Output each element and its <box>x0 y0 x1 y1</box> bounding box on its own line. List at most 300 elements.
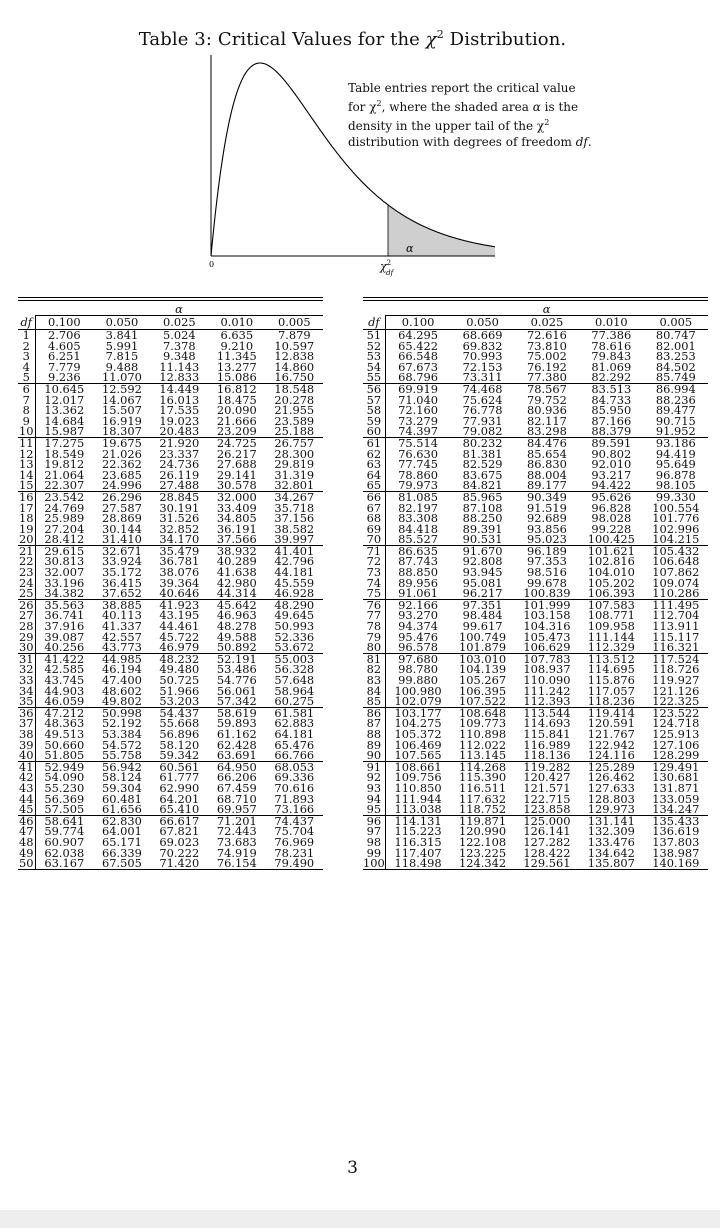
critical-value-cell: 111.944 <box>394 791 442 806</box>
critical-value-cell: 111.495 <box>644 599 708 610</box>
df-cell: 65 <box>363 480 385 491</box>
df-cell: 73 <box>363 567 385 578</box>
critical-value-cell: 6.635 <box>220 328 254 342</box>
critical-value-cell: 12.833 <box>159 370 200 385</box>
df-cell: 21 <box>19 543 34 558</box>
critical-values-table-df-1-50 <box>18 301 323 870</box>
critical-value-cell: 80.936 <box>527 403 567 418</box>
df-cell: 24 <box>19 575 34 590</box>
df-cell: 13 <box>19 457 34 472</box>
critical-value-cell: 54.090 <box>44 770 85 785</box>
critical-value-cell: 95.476 <box>398 629 438 644</box>
critical-value-cell: 93.270 <box>398 608 438 623</box>
df-cell: 44 <box>19 791 34 806</box>
critical-value-cell: 35.563 <box>35 599 93 610</box>
critical-value-cell: 12.017 <box>44 392 85 407</box>
df-cell: 1 <box>18 330 35 341</box>
critical-value-cell: 79.843 <box>591 349 632 364</box>
critical-value-cell: 112.393 <box>523 694 571 709</box>
critical-value-cell: 113.911 <box>652 619 700 634</box>
critical-value-cell: 92.808 <box>462 554 503 569</box>
df-cell: 68 <box>363 513 385 524</box>
critical-value-cell: 120.427 <box>523 770 571 785</box>
critical-value-cell: 88.236 <box>655 392 696 407</box>
note-line-2-end: is the <box>540 100 579 114</box>
critical-value-cell: 14.860 <box>274 359 315 374</box>
df-cell: 26 <box>19 597 34 612</box>
critical-value-cell: 118.136 <box>523 748 571 763</box>
df-cell: 10 <box>19 424 34 439</box>
df-cell: 82 <box>363 664 385 675</box>
df-cell: 14 <box>19 467 34 482</box>
critical-value-cell: 15.987 <box>44 424 85 439</box>
critical-value-cell: 102.996 <box>652 521 700 536</box>
df-cell: 95 <box>363 804 385 815</box>
df-cell: 5 <box>18 372 35 383</box>
df-cell: 86 <box>363 707 385 718</box>
df-cell: 27 <box>19 608 34 623</box>
critical-value-cell: 13.362 <box>44 403 85 418</box>
critical-value-cell: 38.076 <box>159 565 200 580</box>
critical-value-cell: 128.422 <box>523 845 571 860</box>
critical-value-cell: 88.004 <box>527 467 567 482</box>
critical-value-cell: 42.585 <box>44 662 85 677</box>
critical-value-cell: 46.194 <box>101 662 142 677</box>
page-number: 3 <box>347 1158 358 1178</box>
critical-value-cell: 64.201 <box>159 791 200 806</box>
critical-value-cell: 51.966 <box>159 683 200 698</box>
critical-value-cell: 123.225 <box>458 845 507 860</box>
df-cell: 79 <box>363 632 385 643</box>
table-title <box>0 28 705 50</box>
critical-value-cell: 83.513 <box>579 383 643 394</box>
alpha-0100-header: 0.100 <box>385 316 450 330</box>
critical-value-cell: 56.369 <box>44 791 85 806</box>
critical-value-cell: 89.956 <box>398 575 438 590</box>
critical-value-cell: 125.913 <box>652 726 700 741</box>
critical-value-cell: 78.231 <box>274 845 315 860</box>
critical-value-cell: 118.752 <box>458 802 507 817</box>
df-cell: 70 <box>363 534 385 545</box>
critical-value-cell: 108.771 <box>587 608 635 623</box>
critical-value-cell: 34.382 <box>44 586 85 601</box>
critical-value-cell: 29.615 <box>35 545 93 556</box>
critical-value-cell: 104.316 <box>523 619 571 634</box>
critical-value-cell: 56.942 <box>93 761 150 772</box>
note-line-4-pre: distribution with degrees of freedom <box>348 135 576 149</box>
critical-value-cell: 40.646 <box>159 586 200 601</box>
upper-tail-shaded-area <box>388 205 495 256</box>
critical-value-cell: 90.349 <box>515 491 579 502</box>
critical-value-cell: 119.414 <box>579 707 643 718</box>
critical-value-cell: 78.860 <box>398 467 438 482</box>
critical-value-cell: 119.927 <box>652 673 700 687</box>
critical-value-cell: 111.144 <box>587 629 635 644</box>
df-cell: 30 <box>19 640 34 655</box>
critical-value-cell: 23.337 <box>159 446 200 461</box>
critical-value-cell: 121.767 <box>587 726 635 741</box>
note-line-2-post: , where the shaded area <box>381 100 533 114</box>
df-cell: 71 <box>363 545 385 556</box>
critical-value-cell: 100.749 <box>458 629 507 644</box>
critical-value-cell: 55.230 <box>44 780 85 795</box>
critical-value-cell: 17.535 <box>159 403 200 418</box>
df-cell: 96 <box>363 815 385 826</box>
critical-value-cell: 112.704 <box>652 608 700 623</box>
critical-value-cell: 56.061 <box>216 683 257 698</box>
critical-value-cell: 79.752 <box>527 392 567 407</box>
critical-value-cell: 122.108 <box>458 834 507 849</box>
critical-value-cell: 76.630 <box>398 446 438 461</box>
df-cell: 56 <box>363 383 385 394</box>
note-line-3-pre: density in the upper tail of the χ <box>348 119 545 133</box>
critical-value-cell: 122.325 <box>652 694 700 709</box>
critical-value-cell: 127.106 <box>652 737 700 752</box>
critical-value-cell: 38.582 <box>274 521 315 536</box>
critical-value-cell: 124.116 <box>587 748 635 763</box>
critical-value-cell: 115.223 <box>394 824 442 839</box>
critical-value-cell: 106.393 <box>587 586 635 601</box>
critical-value-cell: 62.990 <box>159 780 200 795</box>
df-cell: 7 <box>18 395 35 406</box>
critical-value-cell: 131.871 <box>652 780 700 795</box>
critical-value-cell: 16.919 <box>101 413 142 428</box>
critical-value-cell: 37.566 <box>216 532 257 547</box>
critical-value-cell: 131.141 <box>579 815 643 826</box>
critical-value-cell: 104.275 <box>394 716 442 731</box>
critical-value-cell: 94.419 <box>655 446 696 461</box>
critical-value-cell: 133.059 <box>652 791 700 806</box>
critical-value-cell: 83.308 <box>398 511 438 526</box>
critical-value-cell: 40.256 <box>44 640 85 655</box>
df-cell: 36 <box>19 705 34 720</box>
df-cell: 25 <box>19 586 34 601</box>
critical-value-cell: 121.571 <box>523 780 571 795</box>
critical-value-cell: 67.459 <box>216 780 257 795</box>
critical-value-cell: 81.381 <box>462 446 503 461</box>
critical-value-cell: 118.726 <box>652 662 700 677</box>
critical-value-cell: 41.401 <box>266 545 323 556</box>
critical-value-cell: 127.282 <box>523 834 571 849</box>
critical-value-cell: 106.469 <box>394 737 442 752</box>
critical-value-cell: 30.578 <box>216 478 257 493</box>
critical-value-cell: 108.937 <box>523 662 571 677</box>
critical-value-cell: 25.989 <box>44 511 85 526</box>
critical-value-cell: 74.468 <box>450 383 514 394</box>
critical-value-cell: 113.512 <box>579 653 643 664</box>
df-column-header: df <box>18 316 35 330</box>
critical-value-cell: 70.222 <box>159 845 200 860</box>
critical-value-cell: 13.277 <box>216 359 257 374</box>
critical-value-cell: 53.203 <box>159 694 200 709</box>
critical-value-cell: 11.070 <box>101 370 142 385</box>
critical-value-cell: 42.557 <box>101 629 142 644</box>
critical-value-cell: 126.141 <box>523 824 571 839</box>
df-cell: 18 <box>19 511 34 526</box>
table-body-left <box>18 330 323 870</box>
critical-value-cell: 110.850 <box>394 780 442 795</box>
critical-value-cell: 48.290 <box>266 599 323 610</box>
critical-value-cell: 32.671 <box>93 545 150 556</box>
critical-value-cell: 73.311 <box>462 370 503 385</box>
critical-value-cell: 102.816 <box>587 554 635 569</box>
critical-value-cell: 98.516 <box>527 565 567 580</box>
df-cell: 92 <box>363 772 385 783</box>
critical-value-cell: 79.082 <box>462 424 503 439</box>
df-cell: 11 <box>19 435 34 450</box>
critical-value-cell: 94.374 <box>398 619 438 634</box>
critical-value-cell: 105.432 <box>644 545 708 556</box>
critical-value-cell: 66.339 <box>101 845 142 860</box>
critical-value-cell: 20.090 <box>216 403 257 418</box>
title-prefix: Table 3: Critical Values for the <box>138 29 426 50</box>
critical-value-cell: 109.756 <box>394 770 442 785</box>
critical-value-cell: 116.321 <box>652 640 700 655</box>
critical-value-cell: 93.186 <box>644 437 708 448</box>
critical-value-cell: 77.386 <box>591 328 632 342</box>
critical-value-cell: 73.810 <box>527 338 567 353</box>
critical-value-cell: 83.298 <box>527 424 567 439</box>
critical-value-cell: 34.267 <box>266 491 323 502</box>
critical-value-cell: 18.548 <box>266 383 323 394</box>
critical-value-cell: 17.275 <box>35 437 93 448</box>
critical-value-cell: 35.718 <box>274 500 315 515</box>
critical-value-cell: 116.511 <box>458 780 507 795</box>
critical-value-cell: 24.725 <box>208 437 265 448</box>
critical-value-cell: 103.158 <box>523 608 571 623</box>
critical-value-cell: 47.400 <box>101 673 142 687</box>
critical-value-cell: 12.592 <box>93 383 150 394</box>
critical-value-cell: 23.209 <box>216 424 257 439</box>
title-chi-symbol: χ <box>425 29 437 50</box>
df-cell: 2 <box>18 341 35 352</box>
critical-value-cell: 16.750 <box>274 370 315 385</box>
critical-value-cell: 70.993 <box>462 349 503 364</box>
critical-value-cell: 109.958 <box>587 619 635 634</box>
critical-value-cell: 76.192 <box>527 359 567 374</box>
critical-values-table-df-51-100 <box>363 301 708 870</box>
critical-value-cell: 68.710 <box>216 791 257 806</box>
critical-value-cell: 91.952 <box>655 424 696 439</box>
alpha-header-row <box>18 301 323 316</box>
critical-value-cell: 97.351 <box>450 599 514 610</box>
df-cell: 69 <box>363 524 385 535</box>
df-cell: 47 <box>19 824 34 839</box>
critical-value-cell: 107.522 <box>458 694 507 709</box>
critical-value-cell: 116.989 <box>523 737 571 752</box>
critical-value-cell: 97.353 <box>527 554 567 569</box>
note-alpha-symbol: α <box>532 100 541 114</box>
critical-value-cell: 30.191 <box>159 500 200 515</box>
critical-value-cell: 29.819 <box>274 457 315 472</box>
critical-value-cell: 82.001 <box>655 338 696 353</box>
alpha-0050-header: 0.050 <box>93 316 150 330</box>
critical-value-cell: 36.191 <box>216 521 257 536</box>
critical-value-cell: 71.201 <box>208 815 265 826</box>
df-cell: 64 <box>363 470 385 481</box>
critical-value-cell: 84.418 <box>398 521 438 536</box>
critical-value-cell: 132.309 <box>587 824 635 839</box>
critical-value-cell: 126.462 <box>587 770 635 785</box>
viewer-bottom-strip <box>0 1210 720 1228</box>
critical-value-cell: 93.217 <box>591 467 632 482</box>
critical-value-cell: 39.087 <box>44 629 85 644</box>
critical-value-cell: 79.973 <box>398 478 438 493</box>
critical-value-cell: 115.876 <box>587 673 635 687</box>
df-cell: 91 <box>363 761 385 772</box>
critical-value-cell: 104.139 <box>458 662 507 677</box>
critical-value-cell: 98.484 <box>462 608 503 623</box>
df-cell: 62 <box>363 449 385 460</box>
critical-value-cell: 96.189 <box>515 545 579 556</box>
critical-value-cell: 107.783 <box>515 653 579 664</box>
alpha-0050-header: 0.050 <box>450 316 514 330</box>
critical-value-cell: 59.893 <box>216 716 257 731</box>
critical-value-cell: 18.307 <box>101 424 142 439</box>
critical-value-cell: 48.602 <box>101 683 142 698</box>
df-cell: 31 <box>19 651 34 666</box>
critical-value-cell: 93.856 <box>527 521 567 536</box>
critical-value-cell: 40.289 <box>216 554 257 569</box>
df-cell: 61 <box>363 437 385 448</box>
critical-value-cell: 113.544 <box>515 707 579 718</box>
note-line-3-sup: 2 <box>544 118 550 127</box>
df-cell: 28 <box>19 619 34 634</box>
critical-value-cell: 76.969 <box>274 834 315 849</box>
df-cell: 19 <box>19 521 34 536</box>
critical-value-cell: 57.648 <box>274 673 315 687</box>
critical-value-cell: 56.328 <box>274 662 315 677</box>
df-cell: 88 <box>363 729 385 740</box>
critical-value-cell: 69.336 <box>274 770 315 785</box>
critical-value-cell: 32.852 <box>159 521 200 536</box>
alpha-tail-label: α <box>406 242 414 255</box>
df-cell: 17 <box>19 500 34 515</box>
critical-value-cell: 80.232 <box>450 437 514 448</box>
critical-value-cell: 19.812 <box>44 457 85 472</box>
critical-value-cell: 2.706 <box>48 328 81 342</box>
critical-value-cell: 45.559 <box>274 575 315 590</box>
critical-value-cell: 25.188 <box>274 424 315 439</box>
critical-value-cell: 90.715 <box>655 413 696 428</box>
critical-value-cell: 46.059 <box>44 694 85 709</box>
df-cell: 39 <box>19 737 34 752</box>
critical-value-cell: 49.480 <box>159 662 200 677</box>
critical-value-cell: 28.845 <box>151 491 208 502</box>
critical-value-cell: 79.490 <box>266 858 323 869</box>
critical-value-cell: 50.725 <box>159 673 200 687</box>
df-cell: 76 <box>363 599 385 610</box>
critical-value-cell: 36.741 <box>44 608 85 623</box>
critical-value-cell: 64.295 <box>398 328 438 342</box>
critical-value-cell: 85.527 <box>398 532 438 547</box>
critical-value-cell: 64.950 <box>208 761 265 772</box>
critical-value-cell: 15.086 <box>216 370 257 385</box>
alpha-0025-header: 0.025 <box>515 316 579 330</box>
critical-value-cell: 99.678 <box>527 575 567 590</box>
critical-value-cell: 82.197 <box>398 500 438 515</box>
critical-value-cell: 84.733 <box>591 392 632 407</box>
df-cell: 100 <box>363 856 385 871</box>
critical-value-cell: 91.670 <box>450 545 514 556</box>
critical-value-cell: 96.578 <box>398 640 438 655</box>
critical-value-cell: 98.028 <box>591 511 632 526</box>
critical-value-cell: 27.587 <box>101 500 142 515</box>
critical-value-cell: 87.166 <box>591 413 632 428</box>
critical-value-cell: 26.217 <box>216 446 257 461</box>
critical-value-cell: 45.722 <box>159 629 200 644</box>
critical-value-cell: 95.023 <box>527 532 567 547</box>
critical-value-cell: 65.171 <box>101 834 142 849</box>
critical-value-cell: 36.781 <box>159 554 200 569</box>
critical-value-cell: 11.143 <box>159 359 200 374</box>
critical-value-cell: 101.621 <box>579 545 643 556</box>
alpha-0005-header: 0.005 <box>644 316 708 330</box>
critical-value-cell: 60.561 <box>151 761 208 772</box>
note-line-3 <box>348 115 608 134</box>
critical-value-cell: 14.067 <box>101 392 142 407</box>
critical-value-cell: 117.632 <box>458 791 507 806</box>
critical-value-cell: 89.591 <box>579 437 643 448</box>
critical-value-cell: 16.013 <box>159 392 200 407</box>
critical-value-cell: 86.830 <box>527 457 567 472</box>
df-cell: 38 <box>19 726 34 741</box>
df-cell: 34 <box>19 683 34 698</box>
critical-value-cell: 74.397 <box>398 424 438 439</box>
critical-value-cell: 66.766 <box>274 748 315 763</box>
critical-value-cell: 89.477 <box>655 403 696 418</box>
note-line-4-end: . <box>587 135 592 149</box>
df-cell: 97 <box>363 826 385 837</box>
critical-value-cell: 99.617 <box>462 619 503 634</box>
df-cell: 29 <box>19 629 34 644</box>
critical-value-cell: 115.117 <box>652 629 700 644</box>
critical-value-cell: 116.315 <box>394 834 442 849</box>
critical-value-cell: 88.850 <box>398 565 438 580</box>
alpha-0010-header: 0.010 <box>208 316 265 330</box>
critical-value-cell: 114.268 <box>450 761 514 772</box>
critical-value-cell: 59.304 <box>101 780 142 795</box>
critical-value-cell: 53.384 <box>101 726 142 741</box>
critical-value-cell: 62.883 <box>274 716 315 731</box>
critical-value-cell: 87.743 <box>398 554 438 569</box>
critical-value-cell: 82.529 <box>462 457 503 472</box>
alpha-0100-header: 0.100 <box>35 316 93 330</box>
critical-value-cell: 18.475 <box>216 392 257 407</box>
note-line-4 <box>348 134 608 150</box>
critical-value-cell: 133.476 <box>587 834 635 849</box>
critical-values-table-left <box>18 297 323 870</box>
critical-value-cell: 119.871 <box>450 815 514 826</box>
critical-value-cell: 20.483 <box>159 424 200 439</box>
critical-value-cell: 27.204 <box>44 521 85 536</box>
critical-value-cell: 37.652 <box>101 586 142 601</box>
critical-value-cell: 115.390 <box>458 770 507 785</box>
critical-value-cell: 74.437 <box>266 815 323 826</box>
critical-value-cell: 72.616 <box>527 328 567 342</box>
critical-value-cell: 77.745 <box>398 457 438 472</box>
critical-value-cell: 95.081 <box>462 575 503 590</box>
critical-value-cell: 137.803 <box>652 834 700 849</box>
critical-value-cell: 100.425 <box>587 532 635 547</box>
critical-value-cell: 96.828 <box>591 500 632 515</box>
alpha-header: α <box>175 302 183 317</box>
df-cell: 9 <box>18 416 35 427</box>
critical-values-table-right <box>363 297 708 870</box>
critical-value-cell: 48.363 <box>44 716 85 731</box>
critical-value-cell: 96.878 <box>655 467 696 482</box>
critical-value-cell: 64.181 <box>274 726 315 741</box>
